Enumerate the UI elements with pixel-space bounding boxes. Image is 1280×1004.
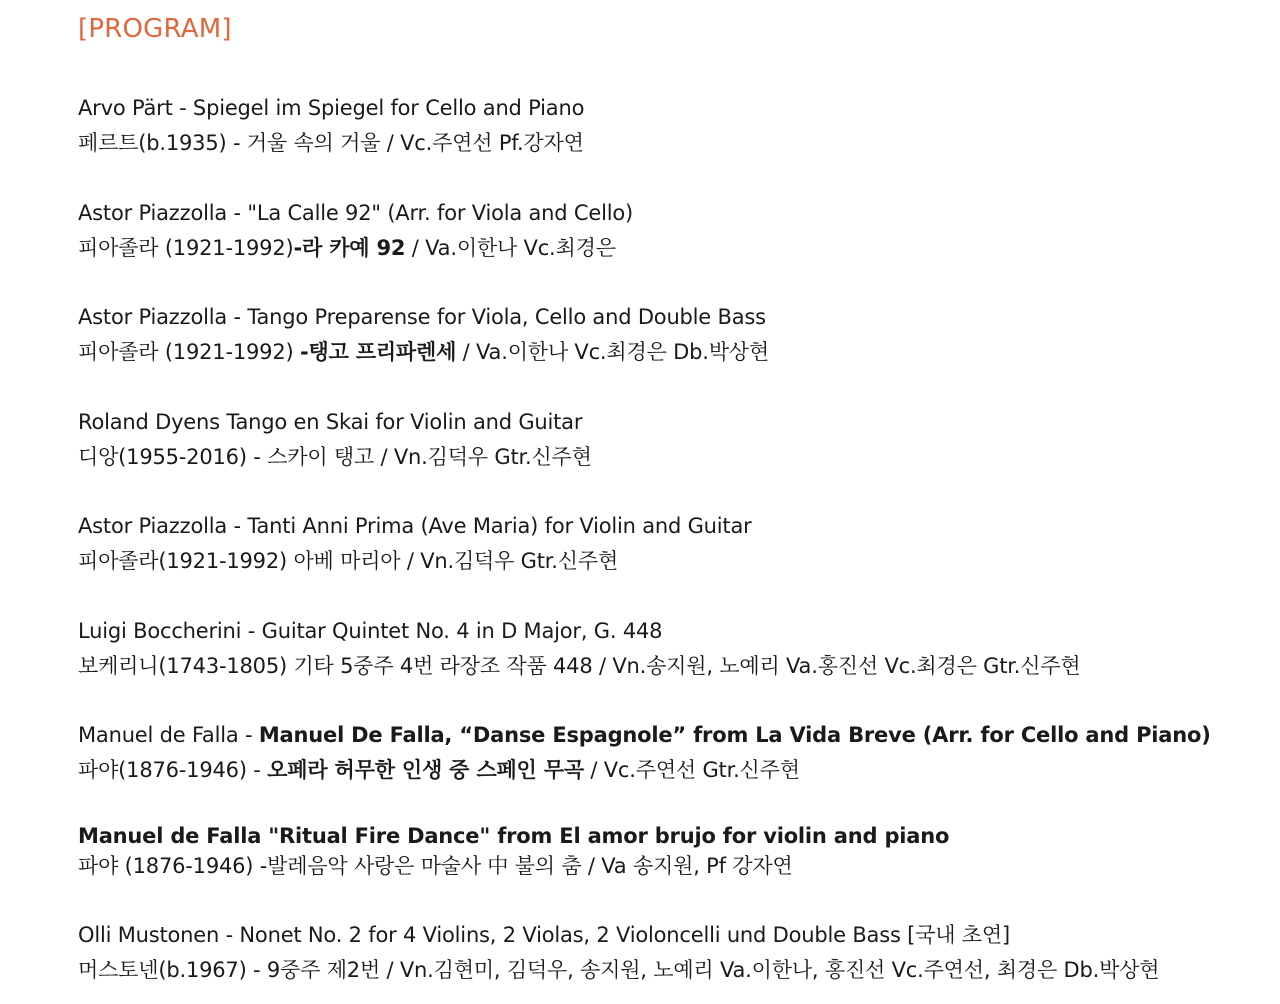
- piece-korean-title: 오페라 허무한 인생 중 스페인 무곡: [267, 758, 584, 782]
- program-heading: [PROGRAM]: [78, 14, 232, 44]
- piece-korean-info: 페르트(b.1935) - 거울 속의 거울 / Vc.주연선 Pf.강자연: [78, 131, 584, 155]
- piece-korean-info: 피아졸라(1921-1992) 아베 마리아 / Vn.김덕우 Gtr.신주현: [78, 549, 619, 573]
- piece-title: Olli Mustonen - Nonet No. 2 for 4 Violins, 2 Violas, 2 Violoncelli und Double Bass [국내 초연]: [78, 923, 1010, 947]
- performers: / Va.이한나 Vc.최경은: [405, 236, 616, 260]
- piece-title: Astor Piazzolla - Tanti Anni Prima (Ave Maria) for Violin and Guitar: [78, 514, 752, 538]
- piece-full-title: Manuel De Falla, “Danse Espagnole” from La Vida Breve (Arr. for Cello and Piano): [258, 723, 1211, 747]
- piece-korean-info: [78, 335, 769, 370]
- piece-title: Astor Piazzolla - "La Calle 92" (Arr. for Viola and Cello): [78, 201, 633, 225]
- piece-korean-title: -탱고 프리파렌세: [299, 340, 457, 364]
- program-entry: [78, 918, 1159, 988]
- piece-korean-info: 머스토넨(b.1967) - 9중주 제2번 / Vn.김현미, 김덕우, 송지원, 노예리 Va.이한나, 홍진선 Vc.주연선, 최경은 Db.박상현: [78, 958, 1160, 982]
- program-entry: [78, 718, 1211, 788]
- piece-title: Arvo Pärt - Spiegel im Spiegel for Cello and Piano: [78, 96, 585, 120]
- piece-korean-info: 파야 (1876-1946) -발레음악 사랑은 마술사 中 불의 춤 / Va 송지원, Pf 강자연: [78, 854, 793, 878]
- piece-title: Luigi Boccherini - Guitar Quintet No. 4 in D Major, G. 448: [78, 619, 663, 643]
- piece-korean-info: [78, 231, 633, 266]
- program-entry: [78, 614, 1081, 684]
- piece-title: Astor Piazzolla - Tango Preparense for Viola, Cello and Double Bass: [78, 305, 766, 329]
- piece-title: Roland Dyens Tango en Skai for Violin and Guitar: [78, 410, 583, 434]
- piece-title: [78, 718, 1211, 753]
- performers: / Vc.주연선 Gtr.신주현: [583, 758, 800, 782]
- piece-korean-info: [78, 753, 1211, 788]
- composer-korean: 피아졸라 (1921-1992): [78, 340, 300, 364]
- program-entry: [78, 196, 633, 266]
- program-entry: [78, 300, 769, 370]
- piece-title: Manuel de Falla "Ritual Fire Dance" from El amor brujo for violin and piano: [78, 824, 950, 848]
- program-entry: [78, 821, 949, 881]
- composer-korean: 파야(1876-1946) -: [78, 758, 268, 782]
- composer-name: Manuel de Falla -: [78, 723, 259, 747]
- piece-korean-title: -라 카예 92: [293, 236, 406, 260]
- composer-korean: 피아졸라 (1921-1992): [78, 236, 294, 260]
- performers: / Va.이한나 Vc.최경은 Db.박상현: [456, 340, 769, 364]
- program-entry: [78, 91, 584, 161]
- piece-korean-info: 보케리니(1743-1805) 기타 5중주 4번 라장조 작품 448 / Vn.송지원, 노예리 Va.홍진선 Vc.최경은 Gtr.신주현: [78, 654, 1081, 678]
- piece-korean-info: 디앙(1955-2016) - 스카이 탱고 / Vn.김덕우 Gtr.신주현: [78, 445, 592, 469]
- program-entry: [78, 405, 592, 475]
- program-entry: [78, 509, 752, 579]
